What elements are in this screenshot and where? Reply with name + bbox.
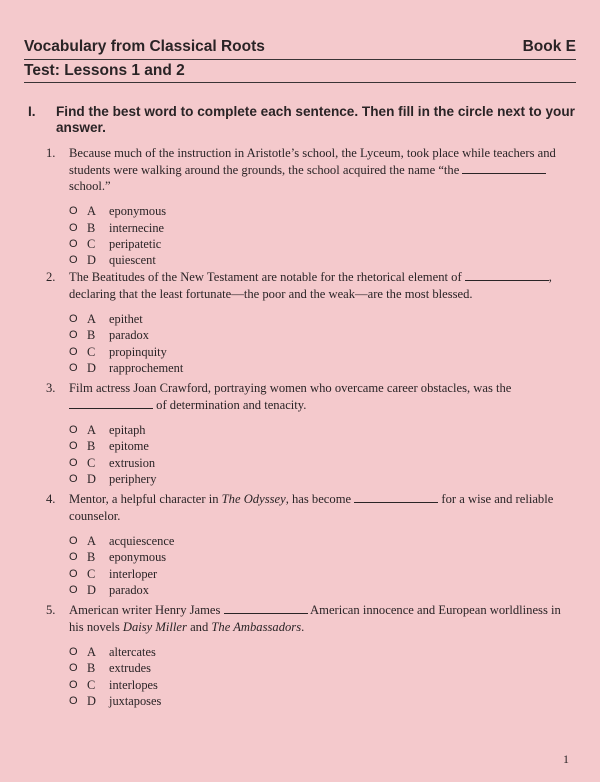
circle-icon[interactable]: O: [69, 694, 78, 707]
worksheet-title: Vocabulary from Classical Roots: [24, 38, 265, 55]
question-number: 3.: [46, 381, 56, 395]
choice-c[interactable]: O C propinquity: [69, 344, 167, 359]
choice-d[interactable]: O D periphery: [69, 471, 157, 486]
choice-d[interactable]: O D juxtaposes: [69, 693, 162, 708]
choice-a[interactable]: O A acquiescence: [69, 533, 175, 548]
choice-b[interactable]: O B extrudes: [69, 661, 151, 676]
question-text: Because much of the instruction in Aristotle’s school, the Lyceum, took place while teachers and students were walking around the grounds, the school acquired the name “the school.”: [69, 146, 556, 193]
choice-c[interactable]: O C interlopes: [69, 677, 158, 692]
answer-blank: [224, 603, 308, 614]
circle-icon[interactable]: O: [69, 238, 78, 250]
question-2: [46, 269, 566, 376]
circle-icon[interactable]: O: [69, 345, 78, 358]
question-3: [46, 380, 566, 487]
choice-list: [69, 204, 566, 269]
question-1: [46, 145, 566, 269]
choice-b[interactable]: O B epitome: [69, 439, 149, 454]
section-instructions: [28, 104, 576, 136]
circle-icon[interactable]: O: [69, 329, 78, 342]
book-title-italic: The Odyssey: [221, 492, 286, 506]
choice-c[interactable]: O C interloper: [69, 566, 158, 581]
question-number: 1.: [46, 146, 56, 160]
answer-blank: [465, 270, 549, 281]
circle-icon[interactable]: O: [69, 312, 78, 325]
book-title-italic: Daisy Miller: [122, 619, 187, 634]
instructions-text: Find the best word to complete each sentence. Then fill in the circle next to your answer.: [56, 104, 575, 135]
circle-icon[interactable]: O: [69, 205, 78, 218]
question-text: The Beatitudes of the New Testament are notable for the rhetorical element of , declaring that the least fortunate—the poor and the weak—are the most blessed.: [69, 270, 552, 301]
test-subtitle: Test: Lessons 1 and 2: [24, 62, 185, 79]
answer-blank: [462, 163, 546, 174]
book-title-italic: The Ambassadors: [211, 619, 302, 634]
choice-list: [69, 533, 566, 598]
answer-blank: [354, 492, 438, 503]
choice-c[interactable]: O C peripatetic: [69, 237, 162, 251]
circle-icon[interactable]: O: [69, 551, 78, 564]
circle-icon[interactable]: O: [69, 423, 78, 436]
section-numeral: I.: [28, 104, 36, 119]
page-number: 1: [563, 752, 569, 766]
choice-d[interactable]: O D paradox: [69, 582, 149, 597]
choice-d[interactable]: O D quiescent: [69, 253, 156, 268]
choice-a[interactable]: O A epitaph: [69, 422, 146, 437]
question-number: 5.: [46, 603, 56, 617]
header-top-rule: [24, 59, 576, 60]
header: [24, 38, 576, 56]
choice-list: [69, 422, 566, 487]
choice-c[interactable]: O C extrusion: [69, 455, 156, 470]
question-4: [46, 491, 566, 598]
choice-b[interactable]: O B internecine: [69, 220, 165, 235]
choice-b[interactable]: O B eponymous: [69, 550, 167, 565]
book-label: Book E: [522, 38, 576, 55]
question-text: Film actress Joan Crawford, portraying women who overcame career obstacles, was the of determination and tenacity.: [69, 381, 512, 412]
header-bottom-rule: [24, 82, 576, 83]
circle-icon[interactable]: O: [69, 472, 78, 485]
circle-icon[interactable]: O: [69, 567, 78, 580]
circle-icon[interactable]: O: [69, 534, 78, 547]
choice-a[interactable]: O A altercates: [69, 644, 156, 659]
choice-a[interactable]: O A eponymous: [69, 204, 167, 219]
circle-icon[interactable]: O: [69, 221, 78, 234]
choice-list: [69, 311, 566, 376]
choice-d[interactable]: O D rapprochement: [69, 360, 184, 375]
circle-icon[interactable]: O: [69, 645, 78, 658]
choice-b[interactable]: O B paradox: [69, 328, 149, 343]
circle-icon[interactable]: O: [69, 678, 78, 691]
choice-a[interactable]: O A epithet: [69, 311, 143, 326]
circle-icon[interactable]: O: [69, 662, 78, 675]
choice-list: [69, 644, 566, 709]
circle-icon[interactable]: O: [69, 361, 78, 374]
question-text: Mentor, a helpful character in The Odyssey, has become for a wise and reliable counselor.: [69, 492, 554, 523]
answer-blank: [69, 398, 153, 409]
question-text: American writer Henry James American innocence and European worldliness in his novels Daisy Miller and The Ambassadors.: [69, 603, 561, 634]
circle-icon[interactable]: O: [69, 254, 78, 267]
circle-icon[interactable]: O: [69, 456, 78, 469]
circle-icon[interactable]: O: [69, 440, 78, 453]
circle-icon[interactable]: O: [69, 583, 78, 596]
question-5: [46, 602, 566, 709]
question-number: 2.: [46, 270, 56, 284]
question-number: 4.: [46, 492, 56, 506]
